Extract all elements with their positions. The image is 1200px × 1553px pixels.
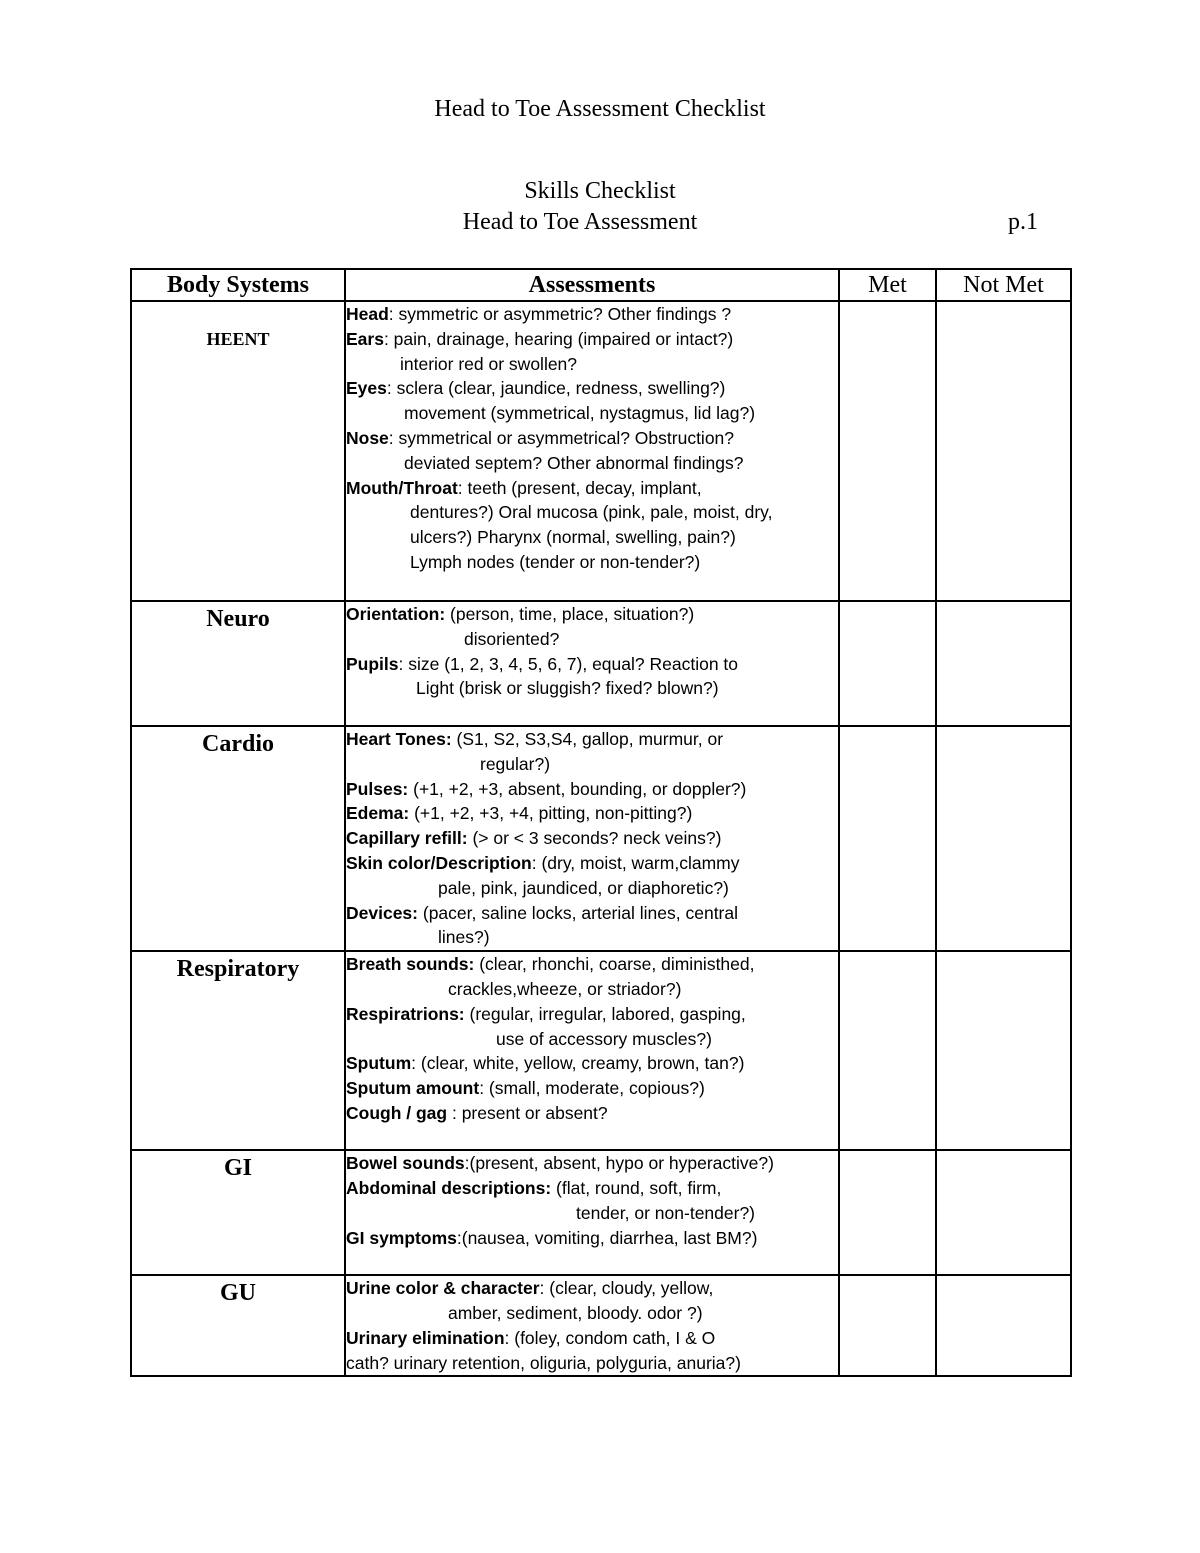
assessment-line: dentures?) Oral mucosa (pink, pale, moist, dry,	[410, 502, 773, 523]
met-checkbox-cell[interactable]	[839, 1150, 936, 1275]
header-body-systems: Body Systems	[131, 269, 345, 301]
assessment-line: Respiratrions: (regular, irregular, labored, gasping,	[346, 1003, 746, 1024]
header-assessments: Assessments	[345, 269, 839, 301]
header-met: Met	[839, 269, 936, 301]
assessment-line: Head: symmetric or asymmetric? Other findings ?	[346, 304, 732, 324]
system-label-gi: GI	[223, 1155, 252, 1182]
assessment-line: Skin color/Description: (dry, moist, warm,clammy	[346, 852, 740, 873]
system-cell	[131, 1275, 345, 1376]
system-cell	[131, 726, 345, 951]
assessment-line: GI symptoms:(nausea, vomiting, diarrhea, last BM?)	[346, 1227, 758, 1248]
assessment-line: pale, pink, jaundiced, or diaphoretic?)	[438, 877, 729, 898]
not-met-checkbox-cell[interactable]	[936, 601, 1071, 726]
assessment-line: crackles,wheeze, or striador?)	[448, 978, 682, 999]
not-met-checkbox-cell[interactable]	[936, 1275, 1071, 1376]
assessment-line: disoriented?	[464, 628, 560, 649]
met-checkbox-cell[interactable]	[839, 301, 936, 601]
system-cell	[131, 1150, 345, 1275]
system-label-respiratory: Respiratory	[176, 956, 300, 983]
assessment-checklist-table	[130, 268, 1072, 1377]
assessment-line: interior red or swollen?	[400, 353, 578, 374]
met-checkbox-cell[interactable]	[839, 951, 936, 1150]
document-subtitle-2: Head to Toe Assessment	[462, 209, 698, 235]
assessment-cell	[345, 726, 839, 951]
not-met-checkbox-cell[interactable]	[936, 951, 1071, 1150]
not-met-checkbox-cell[interactable]	[936, 1150, 1071, 1275]
assessment-line: Cough / gag : present or absent?	[346, 1102, 608, 1123]
assessment-line: Capillary refill: (> or < 3 seconds? neck veins?)	[346, 828, 722, 849]
table-row-cardio	[131, 726, 1071, 951]
assessment-line: Breath sounds: (clear, rhonchi, coarse, diministhed,	[346, 954, 755, 975]
assessment-line: Sputum amount: (small, moderate, copious?)	[346, 1078, 705, 1099]
assessment-line: amber, sediment, bloody. odor ?)	[448, 1302, 703, 1323]
table-row-respiratory	[131, 951, 1071, 1150]
assessment-line: cath? urinary retention, oliguria, polyguria, anuria?)	[346, 1352, 741, 1373]
assessment-cell	[345, 951, 839, 1150]
system-cell	[131, 301, 345, 601]
assessment-line: ulcers?) Pharynx (normal, swelling, pain?)	[410, 527, 736, 548]
system-label-neuro: Neuro	[206, 606, 270, 632]
met-checkbox-cell[interactable]	[839, 1275, 936, 1376]
assessment-line: Eyes: sclera (clear, jaundice, redness, swelling?)	[346, 378, 726, 399]
assessment-line: deviated septem? Other abnormal findings?	[404, 452, 744, 473]
header-row	[131, 269, 1071, 301]
assessment-line: regular?)	[480, 753, 551, 774]
system-cell	[131, 951, 345, 1150]
header-not-met: Not Met	[936, 269, 1071, 301]
assessment-line: Abdominal descriptions: (flat, round, soft, firm,	[346, 1177, 722, 1198]
table-row-neuro	[131, 601, 1071, 726]
assessment-line: Light (brisk or sluggish? fixed? blown?)	[416, 678, 719, 699]
assessment-line: Ears: pain, drainage, hearing (impaired or intact?)	[346, 328, 734, 349]
assessment-line: Bowel sounds:(present, absent, hypo or hyperactive?)	[346, 1153, 774, 1174]
assessment-cell	[345, 1150, 839, 1275]
assessment-cell	[345, 1275, 839, 1376]
assessment-line: movement (symmetrical, nystagmus, lid lag?)	[404, 403, 756, 424]
table-row-heent	[131, 301, 1071, 601]
table-row-gi	[131, 1150, 1071, 1275]
assessment-line: Sputum: (clear, white, yellow, creamy, brown, tan?)	[346, 1053, 745, 1074]
assessment-line: Devices: (pacer, saline locks, arterial lines, central	[346, 902, 738, 923]
assessment-line: Pulses: (+1, +2, +3, absent, bounding, or doppler?)	[346, 778, 747, 799]
assessment-line: Urine color & character: (clear, cloudy, yellow,	[346, 1278, 714, 1299]
assessment-line: Pupils: size (1, 2, 3, 4, 5, 6, 7), equal? Reaction to	[346, 653, 739, 674]
document-subtitle: Skills Checklist	[524, 178, 676, 204]
system-cell	[131, 601, 345, 726]
assessment-cell	[345, 301, 839, 601]
system-label-heent: HEENT	[206, 329, 270, 349]
assessment-line: Urinary elimination: (foley, condom cath, I & O	[346, 1327, 716, 1348]
system-label-cardio: Cardio	[202, 731, 274, 757]
system-label-gu: GU	[220, 1280, 256, 1307]
assessment-line: Edema: (+1, +2, +3, +4, pitting, non-pitting?)	[346, 803, 693, 824]
assessment-line: tender, or non-tender?)	[576, 1202, 756, 1223]
assessment-line: Mouth/Throat: teeth (present, decay, implant,	[346, 477, 702, 498]
not-met-checkbox-cell[interactable]	[936, 726, 1071, 951]
assessment-line: Orientation: (person, time, place, situation?)	[346, 604, 695, 624]
table-row-gu	[131, 1275, 1071, 1376]
assessment-line: use of accessory muscles?)	[496, 1028, 712, 1049]
met-checkbox-cell[interactable]	[839, 601, 936, 726]
page-number: p.1	[1008, 209, 1038, 235]
assessment-line: lines?)	[438, 927, 490, 948]
assessment-line: Lymph nodes (tender or non-tender?)	[410, 551, 701, 572]
met-checkbox-cell[interactable]	[839, 726, 936, 951]
assessment-line: Nose: symmetrical or asymmetrical? Obstruction?	[346, 427, 735, 448]
not-met-checkbox-cell[interactable]	[936, 301, 1071, 601]
assessment-line: Heart Tones: (S1, S2, S3,S4, gallop, murmur, or	[346, 729, 724, 749]
document-title: Head to Toe Assessment Checklist	[434, 96, 766, 122]
assessment-cell	[345, 601, 839, 726]
